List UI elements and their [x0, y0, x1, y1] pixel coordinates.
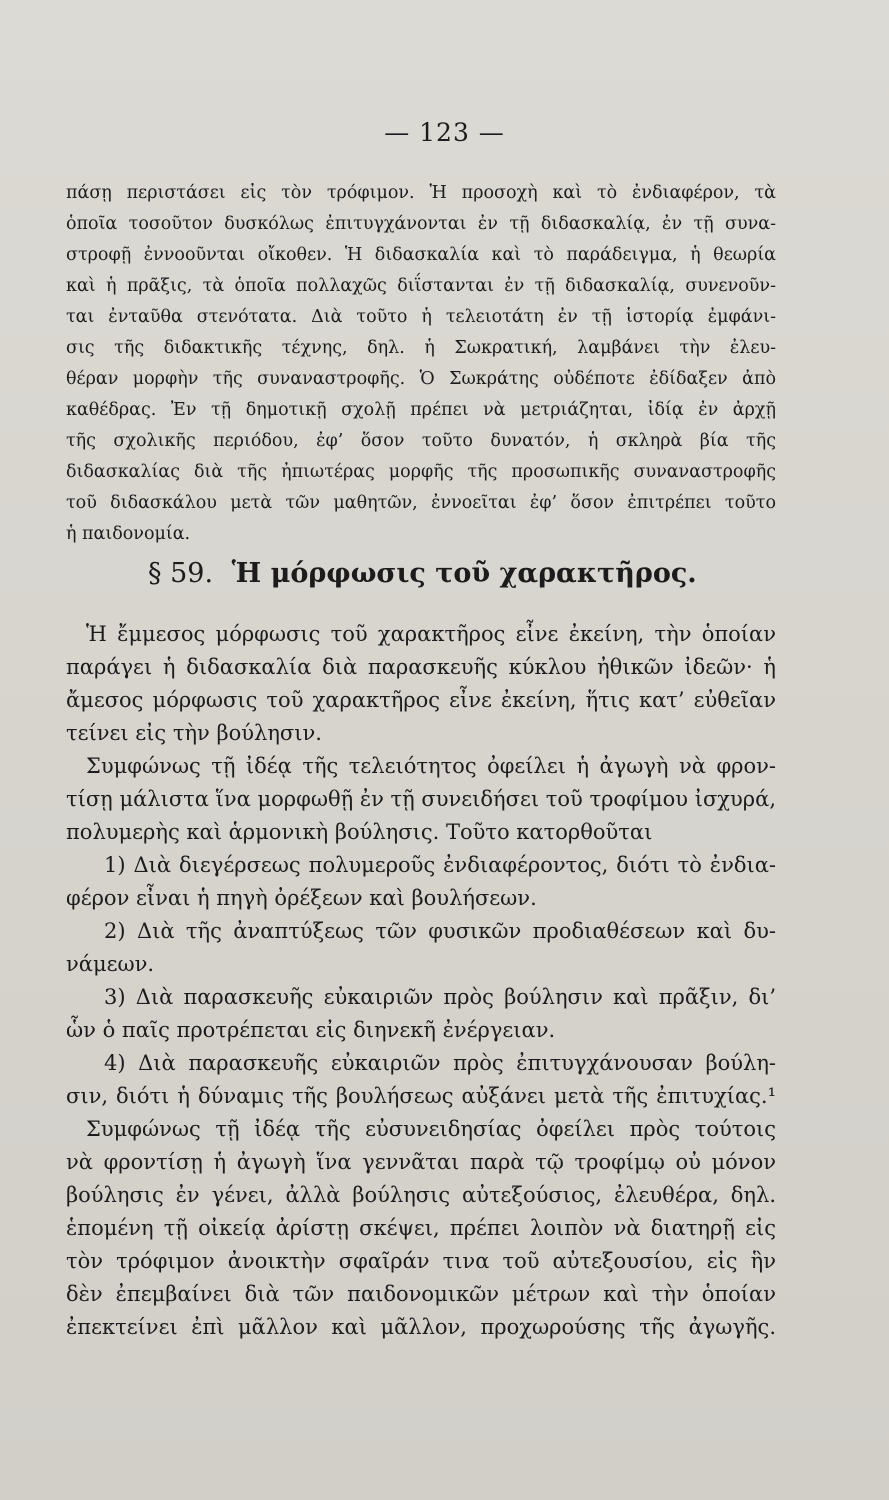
text-line: Συμφώνως τῇ ἰδέᾳ τῆς εὐσυνειδησίας ὀφείλει πρὸς τούτοις	[86, 1117, 776, 1141]
text-line: δὲν ἐπεμβαίνει διὰ τῶν παιδονομικῶν μέτρων καὶ τὴν ὁποίαν	[66, 1282, 776, 1306]
text-line: διδασκαλίας διὰ τῆς ἠπιωτέρας μορφῆς τῆς προσωπικῆς συναναστροφῆς	[66, 462, 776, 482]
text-line: σις τῆς διδακτικῆς τέχνης, δηλ. ἡ Σωκρατική, λαμβάνει τὴν ἐλευ-	[66, 338, 776, 358]
text-line: βούλησις ἐν γένει, ἀλλὰ βούλησις αὐτεξούσιος, ἐλευθέρα, δηλ.	[66, 1183, 776, 1207]
text-line: ὧν ὁ παῖς προτρέπεται εἰς διηνεκῆ ἐνέργειαν.	[66, 1018, 556, 1042]
text-line: καὶ ἡ πρᾶξις, τὰ ὁποῖα πολλαχῶς διΐστανται ἐν τῇ διδασκαλίᾳ, συνενοῦν-	[66, 276, 776, 296]
text-line: φέρον εἶναι ἡ πηγὴ ὀρέξεων καὶ βουλήσεων.	[66, 886, 537, 910]
text-line: Συμφώνως τῇ ἰδέᾳ τῆς τελειότητος ὀφείλει ἡ ἀγωγὴ νὰ φρον-	[86, 754, 776, 778]
page-number: — 123 —	[384, 118, 505, 147]
text-line: ἄμεσος μόρφωσις τοῦ χαρακτῆρος εἶνε ἐκείνη, ἥτις κατ’ εὐθεῖαν	[66, 688, 776, 712]
text-line: τῆς σχολικῆς περιόδου, ἐφ’ ὅσον τοῦτο δυνατόν, ἡ σκληρὰ βία τῆς	[66, 431, 776, 451]
text-line: Ἡ ἔμμεσος μόρφωσις τοῦ χαρακτῆρος εἶνε ἐκείνη, τὴν ὁποίαν	[86, 622, 776, 646]
text-line: στροφῇ ἐννοοῦνται οἴκοθεν. Ἡ διδασκαλία καὶ τὸ παράδειγμα, ἡ θεωρία	[66, 245, 776, 265]
text-line: 3) Διὰ παρασκευῆς εὐκαιριῶν πρὸς βούλησιν καὶ πρᾶξιν, δι’	[104, 985, 776, 1009]
text-line: ἐπεκτείνει ἐπὶ μᾶλλον καὶ μᾶλλον, προχωρούσης τῆς ἀγωγῆς.	[66, 1315, 776, 1339]
paragraph-top	[66, 178, 776, 550]
text-line: 4) Διὰ παρασκευῆς εὐκαιριῶν πρὸς ἐπιτυγχάνουσαν βούλη-	[104, 1051, 776, 1075]
text-line: πάσῃ περιστάσει εἰς τὸν τρόφιμον. Ἡ προσοχὴ καὶ τὸ ἐνδιαφέρον, τὰ	[66, 183, 776, 203]
text-line: παράγει ἡ διδασκαλία διὰ παρασκευῆς κύκλου ἠθικῶν ἰδεῶν· ἡ	[66, 655, 776, 679]
text-line: ἡ παιδονομία.	[66, 524, 191, 544]
section-title: Ἡ μόρφωσις τοῦ χαρακτῆρος.	[231, 558, 697, 589]
section-number: § 59.	[148, 558, 214, 589]
text-line: καθέδρας. Ἐν τῇ δημοτικῇ σχολῇ πρέπει νὰ μετριάζηται, ἰδίᾳ ἐν ἀρχῇ	[66, 400, 776, 420]
text-line: τίσῃ μάλιστα ἵνα μορφωθῇ ἐν τῇ συνειδήσει τοῦ τροφίμου ἰσχυρά,	[66, 787, 776, 811]
text-line: τείνει εἰς τὴν βούλησιν.	[66, 721, 322, 745]
section-heading	[148, 558, 697, 589]
text-line: νάμεων.	[66, 952, 155, 976]
text-line: πολυμερὴς καὶ ἁρμονικὴ βούλησις. Τοῦτο κατορθοῦται	[66, 820, 653, 844]
text-line: σιν, διότι ἡ δύναμις τῆς βουλήσεως αὐξάνει μετὰ τῆς ἐπιτυχίας.¹	[66, 1084, 776, 1108]
text-line: θέραν μορφὴν τῆς συναναστροφῆς. Ὁ Σωκράτης οὐδέποτε ἐδίδαξεν ἀπὸ	[66, 369, 776, 389]
text-line: τὸν τρόφιμον ἀνοικτὴν σφαῖράν τινα τοῦ αὐτεξουσίου, εἰς ἣν	[66, 1249, 776, 1273]
text-line: 2) Διὰ τῆς ἀναπτύξεως τῶν φυσικῶν προδιαθέσεων καὶ δυ-	[104, 919, 776, 943]
text-line: ἑπομένη τῇ οἰκείᾳ ἀρίστῃ σκέψει, πρέπει λοιπὸν νὰ διατηρῇ εἰς	[66, 1216, 776, 1240]
text-line: ὁποῖα τοσοῦτον δυσκόλως ἐπιτυγχάνονται ἐν τῇ διδασκαλίᾳ, ἐν τῇ συνα-	[66, 214, 776, 234]
paragraph-main	[66, 618, 776, 1344]
text-line: 1) Διὰ διεγέρσεως πολυμεροῦς ἐνδιαφέροντος, διότι τὸ ἐνδια-	[104, 853, 776, 877]
text-line: ται ἐνταῦθα στενότατα. Διὰ τοῦτο ἡ τελειοτάτη ἐν τῇ ἱστορίᾳ ἐμφάνι-	[66, 307, 776, 327]
text-line: τοῦ διδασκάλου μετὰ τῶν μαθητῶν, ἐννοεῖται ἐφ’ ὅσον ἐπιτρέπει τοῦτο	[66, 493, 776, 513]
text-line: νὰ φροντίσῃ ἡ ἀγωγὴ ἵνα γεννᾶται παρὰ τῷ τροφίμῳ οὐ μόνον	[66, 1150, 776, 1174]
